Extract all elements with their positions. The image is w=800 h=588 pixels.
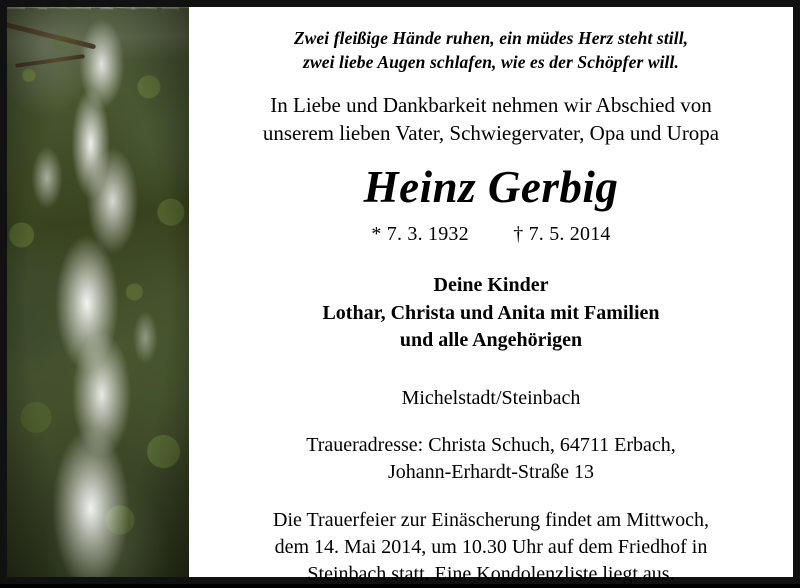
mourning-address-block (306, 432, 676, 486)
family-line-2: Lothar, Christa und Anita mit Familien (322, 301, 660, 324)
place-line: Michelstadt/Steinbach (401, 386, 581, 409)
obituary-text-panel (189, 7, 793, 585)
family-line-1: Deine Kinder (433, 273, 549, 296)
ceremony-line-2: dem 14. Mai 2014, um 10.30 Uhr auf dem Friedhof in (274, 536, 708, 559)
deceased-name: Heinz Gerbig (363, 161, 619, 212)
ceremony-block (273, 507, 709, 587)
intro-block (263, 92, 719, 147)
family-line-3: und alle Angehörigen (399, 329, 583, 352)
waterfall-photo (7, 7, 189, 577)
verse-line-2: zwei liebe Augen schlafen, wie es der Schöpfer will. (303, 51, 679, 72)
birth-date: * 7. 3. 1932 (371, 222, 469, 245)
life-dates (371, 223, 610, 246)
family-block (322, 272, 659, 355)
verse-line-1: Zwei fleißige Hände ruhen, ein müdes Herz steht still, (293, 28, 689, 48)
address-line-1: Traueradresse: Christa Schuch, 64711 Erbach, (306, 433, 676, 456)
verse-block (294, 27, 688, 74)
ceremony-line-1: Die Trauerfeier zur Einäscherung findet am Mittwoch, (273, 509, 709, 532)
photo-vignette-layer (7, 7, 189, 577)
intro-line-1: In Liebe und Dankbarkeit nehmen wir Abschied von (270, 93, 712, 118)
ceremony-line-3: Steinbach statt. Eine Kondolenzliste liegt aus. (307, 562, 675, 585)
intro-line-2: unserem lieben Vater, Schwiegervater, Opa und Uropa (262, 120, 720, 145)
death-date: † 7. 5. 2014 (513, 222, 611, 245)
address-line-2: Johann-Erhardt-Straße 13 (387, 460, 595, 483)
